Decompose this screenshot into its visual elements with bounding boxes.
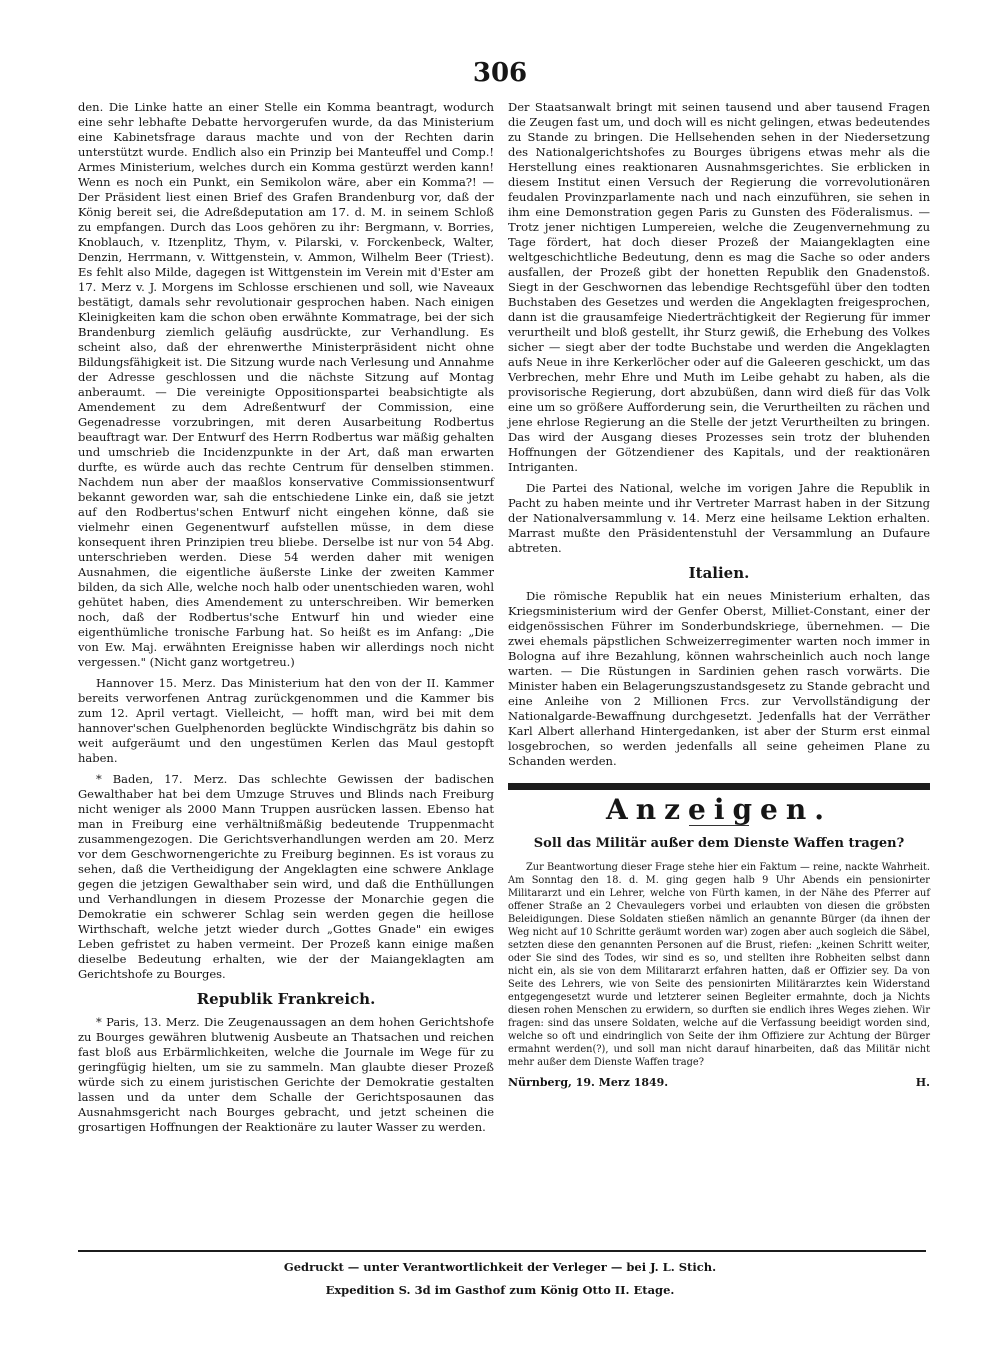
- right-column: [508, 100, 930, 1096]
- footer-imprint: Gedruckt — unter Verantwortlichkeit der Verleger — bei J. L. Stich.: [283, 1260, 717, 1274]
- article-paragraph: Die römische Republik hat ein neues Ministerium erhalten, das Kriegsministerium wird der Genfer Oberst, Milliet-Constant, einer der eidgenössischen Führer im Sonderbundskriege, übernehmen. — Die zwei ehemals päpstlichen Schweizerregimenter warten noch immer in Bologna auf ihre Bezahlung, können wahrscheinlich auch noch lange warten. — Die Rüstungen in Sardinien gehen rasch vorwärts. Die Minister haben ein Belagerungszustandsgesetz zu Stande gebracht und eine Anleihe von 2 Millionen Frcs. zur Vervollständigung der Nationalgarde-Bewaffnung durchgesetzt. Jedenfalls hat der Verräther Karl Albert allerhand Hintergedanken, ist aber der Sturm erst einmal losgebrochen, so werden jedenfalls all seine geheimen Plane zu Schanden werden.: [508, 589, 930, 768]
- ad-signoff-line: [508, 1075, 930, 1090]
- article-paragraph: Hannover 15. Merz. Das Ministerium hat den von der II. Kammer bereits verworfenen Antrag zurückgenommen und die Kammer bis zum 12. April vertagt. Vielleicht, — hofft man, wird bei mit dem hannover'schen Guelphenorden beglückte Windischgrätz bis dahin so weit aufgeräumt und den ungestümen Kerlen das Maul gestopft haben.: [78, 676, 494, 765]
- section-heading-frankreich: Republik Frankreich.: [196, 990, 376, 1008]
- footer-rule: [78, 1250, 926, 1252]
- ad-body: Zur Beantwortung dieser Frage stehe hier ein Faktum — reine, nackte Wahrheit. Am Sonntag den 18. d. M. ging gegen halb 9 Uhr Abends ein pensionirter Militararzt und ein Lehrer, welche von Fürth kamen, in der Nähe des Pferrer auf offener Straße an 2 Chevaulegers vorbei und erlaubten von diesen die gröbsten Beleidigungen. Diese Soldaten stießen nämlich an genannte Bürger (da ihnen der Weg nicht auf 10 Schritte geräumt worden war) zogen aber auch sogleich die Säbel, setzten diese den genannten Personen auf die Brust, riefen: „keinen Schritt weiter, oder Sie sind des Todes, wir sind es so, und stellten ihre Robheiten selbst dann nicht ein, als sie von dem Militararzt erfahren hatten, daß er Offizier sey. Da von Seite des Lehrers, wie von Seite des pensionirten Militärarztes kein Widerstand entgegengesetzt wurde und letzterer seinen Begleiter ermahnte, doch ja Nichts diesen rohen Menschen zu erwidern, so durften sie endlich ihres Weges ziehen. Wir fragen: sind das unsere Soldaten, welche auf die Verfassung beeidigt worden sind, welche so oft und eindringlich von Seite der ihm Offiziere zur Achtung der Bürger ermahnt werden(?), und soll man nicht darauf hinarbeiten, daß das Militär nicht mehr außer dem Dienste Waffen trage?: [508, 862, 930, 1068]
- section-divider: [508, 783, 930, 790]
- section-heading-italien: Italien.: [688, 564, 750, 582]
- page-number: 306: [472, 58, 528, 88]
- article-paragraph: den. Die Linke hatte an einer Stelle ein Komma beantragt, wodurch eine sehr lebhafte Debatte hervorgerufen wurde, da das Ministerium eine Kabinetsfrage daraus machte und von der Rechten darin unterstützt wurde. Endlich also ein Prinzip bei Manteuffel und Comp.! Armes Ministerium, welches durch ein Komma gestürzt werden kann! Wenn es noch ein Punkt, ein Semikolon wäre, aber ein Komma?! — Der Präsident liest einen Brief des Grafen Brandenburg vor, daß der König bereit sei, die Adreßdeputation am 17. d. M. in seinem Schloß zu empfangen. Durch das Loos gehören zu ihr: Bergmann, v. Borries, Knoblauch, v. Itzenplitz, Thym, v. Pilarski, v. Forckenbeck, Walter, Denzin, Herrmann, v. Wittgenstein, v. Ammon, Wilhelm Beer (Triest). Es fehlt also Milde, dagegen ist Wittgenstein im Verein mit d'Ester am 17. Merz v. J. Morgens im Schlosse erschienen und soll, wie Naveaux bestätigt, damals sehr revolutionair gesprochen haben. Nach einigen Kleinigkeiten kam die schon oben erwähnte Kommatrage, bei der sich Brandenburg ziemlich geläufig ausdrückte, zur Verhandlung. Es scheint also, daß der ehrenwerthe Ministerpräsident nicht ohne Bildungsfähigkeit ist. Die Sitzung wurde nach Verlesung und Annahme der Adresse geschlossen und die nächste Sitzung auf Montag anberaumt. — Die vereinigte Oppositionspartei beabsichtigte als Amendement zu dem Adreßentwurf der Commission, eine Gegenadresse vorzubringen, mit deren Ausarbeitung Rodbertus beauftragt war. Der Entwurf des Herrn Rodbertus war mäßig gehalten und umschrieb die Incidenzpunkte in der Art, daß man erwarten durfte, es würde auch das rechte Centrum für denselben stimmen. Nachdem nun aber der maaßlos konservative Commissionsentwurf bekannt geworden war, sah die entschiedene Linke ein, daß sie jetzt auf den Rodbertus'schen Entwurf nicht eingehen könne, daß sie vielmehr einen Gegenentwurf aufstellen müsse, in dem diese konsequent ihren Prinzipien treu bliebe. Derselbe ist nur von 54 Abg. unterschrieben werden. Diese 54 werden daher mit wenigen Ausnahmen, die eigentliche äußerste Linke der zweiten Kammer bilden, da sich Alle, welche noch halb oder unentschieden waren, wohl gehütet haben, dies Amendement zu unterschreiben. Wir bemerken noch, daß der Rodbertus'sche Entwurf hin und wieder eine eigenthümliche tronische Farbung hat. So heißt es im Anfang: „Die von Ew. Maj. erwähnten Ereignisse haben wir allerdings noch nicht vergessen." (Nicht ganz wortgetreu.): [78, 100, 494, 669]
- article-paragraph: * Baden, 17. Merz. Das schlechte Gewissen der badischen Gewalthaber hat bei dem Umzuge Struves und Blinds nach Freiburg nicht weniger als 2000 Mann Truppen ausrücken lassen. Ebenso hat man in Freiburg eine verhältnißmäßig bedeutende Truppenmacht zusammengezogen. Die Gerichtsverhandlungen werden am 20. Merz vor dem Geschwornengerichte zu Freiburg beginnen. Es ist voraus zu sehen, daß die Vertheidigung der Angeklagten eine schwere Anklage gegen die jetzigen Gewalthaber sein wird, und daß die Enthüllungen und Verhandlungen in diesem Prozesse der Monarchie gegen die Demokratie ein schwerer Schlag sein werden gegen die heillose Wirthschaft, welche jetzt wieder durch „Gottes Gnade" ein ewiges Leben gefristet zu haben vermeint. Der Prozeß kann einige maßen dieselbe Bedeutung erhalten, wie der der Maiangeklagten am Gerichtshofe zu Bourges.: [78, 772, 494, 981]
- ad-signature-letter: H.: [915, 1076, 930, 1089]
- article-paragraph: Die Partei des National, welche im vorigen Jahre die Republik in Pacht zu haben meinte und ihr Vertreter Marrast haben in der Sitzung der Nationalversammlung v. 14. Merz eine heilsame Lektion erhalten. Marrast mußte den Präsidentenstuhl der Versammlung an Dufaure abtreten.: [508, 481, 930, 555]
- ad-heading: Soll das Militär außer dem Dienste Waffen tragen?: [533, 836, 905, 851]
- ad-signoff: Nürnberg, 19. Merz 1849.: [508, 1076, 669, 1089]
- article-paragraph: Der Staatsanwalt bringt mit seinen tausend und aber tausend Fragen die Zeugen fast um, und doch will es nicht gelingen, etwas bedeutendes zu Stande zu bringen. Die Hellsehenden sehen in der Niedersetzung des Nationalgerichtshofes zu Bourges übrigens etwas mehr als die Herstellung eines reaktionaren Ausnahmsgerichtes. Sie erblicken in diesem Institut einen Versuch der Regierung die vorrevolutionären feudalen Provinzparlamente nach und nach einzuführen, sie sehen in ihm eine Demonstration gegen Paris zu Gunsten des Föderalismus. — Trotz jener nichtigen Lumpereien, welche die Zeugenvernehmung zu Tage fördert, hat doch dieser Prozeß der Maiangeklagten eine weltgeschichtliche Bedeutung, denn es mag die Sache so oder anders ausfallen, der Prozeß gibt der honetten Republik den Gnadenstoß. Siegt in der Geschwornen das lebendige Rechtsgefühl über den todten Buchstaben des Gesetzes und werden die Angeklagten freigesprochen, dann ist die grausamfeige Niederträchtigkeit der Regierung für immer verurtheilt und bloß gestellt, ihr Sturz gewiß, die Erhebung des Volkes sicher — siegt aber der todte Buchstabe und werden die Angeklagten aufs Neue in ihre Kerkerlöcher oder auf die Galeeren geschickt, um das Verbrechen, mehr Ehre und Muth im Leibe gehabt zu haben, als die provisorische Regierung, dort abzubüßen, dann wird dieß für das Volk eine um so größere Aufforderung sein, die Verurtheilten zu rächen und jene ehrlose Regierung an die Stelle der jetzt Verurtheilten zu bringen. Das wird der Ausgang dieses Prozesses sein trotz der bluhenden Hoffnungen der Götzendiener des Kapitals, und der reaktionären Intriganten.: [508, 100, 930, 474]
- advertisements-title: Anzeigen.: [606, 793, 832, 826]
- article-paragraph: * Paris, 13. Merz. Die Zeugenaussagen an dem hohen Gerichtshofe zu Bourges gewähren blutwenig Ausbeute an Thatsachen und reichen fast bloß aus Erbärmlichkeiten, welche die Journale im Wege für zu geringfügig hielten, um sie zu sammeln. Man glaubte dieser Prozeß würde sich zu einem juristischen Gerichte der Demokratie gestalten lassen und da unter dem Schalle der Gerichtsposaunen das Ausnahmsgericht nach Bourges gebracht, und jetzt scheinen die grosartigen Hoffnungen der Reaktionäre zu lauter Wasser zu werden.: [78, 1015, 494, 1134]
- footer-expedition: Expedition S. 3d im Gasthof zum König Otto II. Etage.: [325, 1283, 675, 1297]
- left-column: [78, 100, 494, 1141]
